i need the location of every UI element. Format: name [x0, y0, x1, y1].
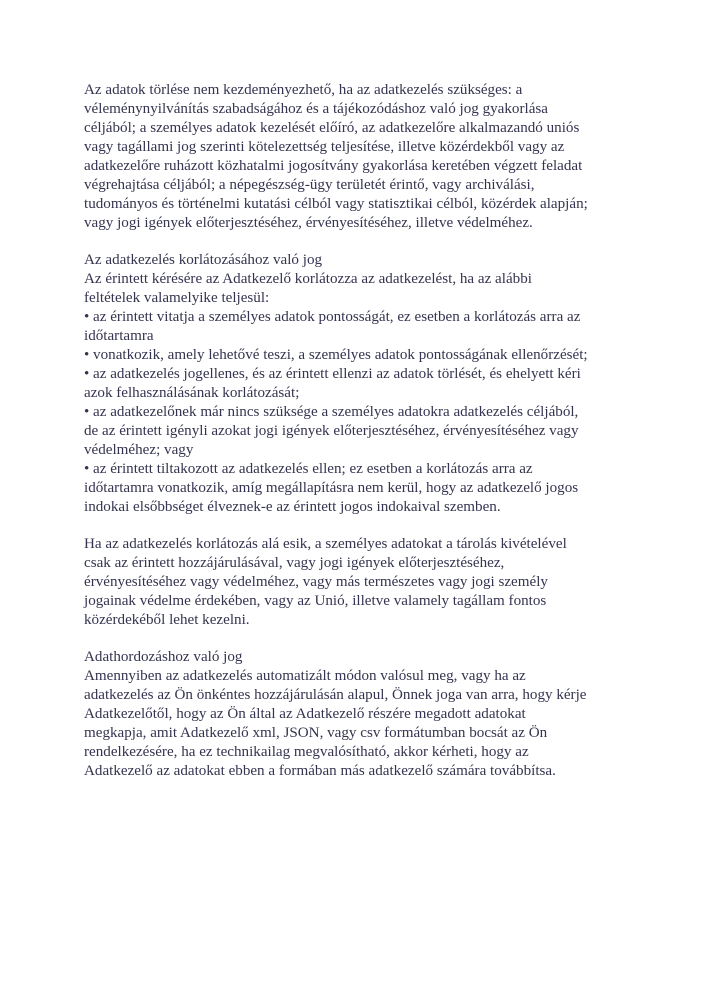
text-line: Az adatok törlése nem kezdeményezhető, ha az adatkezelés szükséges: a	[84, 82, 523, 98]
paragraph-restriction-right	[84, 251, 644, 517]
bullet-line: • az érintett vitatja a személyes adatok pontosságát, ez esetben a korlátozás arra az	[84, 309, 581, 325]
paragraph-data-portability	[84, 648, 644, 781]
text-line: csak az érintett hozzájárulásával, vagy jogi igények előterjesztéséhez,	[84, 555, 505, 571]
text-line: Ha az adatkezelés korlátozás alá esik, a személyes adatokat a tárolás kivételével	[84, 536, 567, 552]
text-line: közérdekéből lehet kezelni.	[84, 612, 250, 628]
paragraph-erasure-exceptions	[84, 81, 644, 233]
text-line: végrehajtása céljából; a népegészség-ügy területét érintő, vagy archiválási,	[84, 177, 535, 193]
text-line: időtartamra	[84, 328, 154, 344]
bullet-line: • vonatkozik, amely lehetővé teszi, a személyes adatok pontosságának ellenőrzését;	[84, 347, 588, 363]
text-line: vagy jogi igények előterjesztéséhez, érvényesítéséhez, illetve védelméhez.	[84, 215, 533, 231]
text-line: tudományos és történelmi kutatási célból vagy statisztikai célból, közérdek alapján;	[84, 196, 588, 212]
text-line: megkapja, amit Adatkezelő xml, JSON, vagy csv formátumban bocsát az Ön	[84, 725, 548, 741]
text-line: céljából; a személyes adatok kezelését előíró, az adatkezelőre alkalmazandó uniós	[84, 120, 580, 136]
bullet-line: • az adatkezelés jogellenes, és az érintett ellenzi az adatok törlését, és ehelyett kéri	[84, 366, 581, 382]
text-line: védelméhez; vagy	[84, 442, 194, 458]
paragraph-spacer	[84, 630, 644, 648]
paragraph-spacer	[84, 517, 644, 535]
text-line: de az érintett igényli azokat jogi igények előterjesztéséhez, érvényesítéséhez vagy	[84, 423, 579, 439]
text-line: Adatkezelő az adatokat ebben a formában más adatkezelő számára továbbítsa.	[84, 763, 556, 779]
text-line: Az érintett kérésére az Adatkezelő korlátozza az adatkezelést, ha az alábbi	[84, 271, 532, 287]
bullet-line: • az érintett tiltakozott az adatkezelés ellen; ez esetben a korlátozás arra az	[84, 461, 533, 477]
text-line: vagy tagállami jog szerinti kötelezettség teljesítése, illetve közérdekből vagy az	[84, 139, 565, 155]
text-line: feltételek valamelyike teljesül:	[84, 290, 270, 306]
text-line: véleménynyilvánítás szabadságához és a tájékozódáshoz való jog gyakorlása	[84, 101, 548, 117]
text-line: adatkezelés az Ön önkéntes hozzájárulásán alapul, Önnek joga van arra, hogy kérje	[84, 687, 587, 703]
text-line: időtartamra vonatkozik, amíg megállapításra nem kerül, hogy az adatkezelő jogos	[84, 480, 579, 496]
paragraph-spacer	[84, 233, 644, 251]
section-heading: Az adatkezelés korlátozásához való jog	[84, 252, 323, 268]
text-line: érvényesítéséhez vagy védelméhez, vagy más természetes vagy jogi személy	[84, 574, 548, 590]
text-line: azok felhasználásának korlátozását;	[84, 385, 300, 401]
text-line: adatkezelőre ruházott közhatalmi jogosítvány gyakorlása keretében végzett feladat	[84, 158, 583, 174]
paragraph-restricted-processing	[84, 535, 644, 630]
bullet-line: • az adatkezelőnek már nincs szüksége a személyes adatokra adatkezelés céljából,	[84, 404, 579, 420]
text-line: Amennyiben az adatkezelés automatizált módon valósul meg, vagy ha az	[84, 668, 526, 684]
document-page	[84, 81, 644, 781]
text-line: indokai elsőbbséget élveznek-e az érintett jogos indokaival szemben.	[84, 499, 501, 515]
text-line: rendelkezésére, ha ez technikailag megvalósítható, akkor kérheti, hogy az	[84, 744, 529, 760]
section-heading: Adathordozáshoz való jog	[84, 649, 243, 665]
text-line: Adatkezelőtől, hogy az Ön által az Adatkezelő részére megadott adatokat	[84, 706, 526, 722]
text-line: jogainak védelme érdekében, vagy az Unió, illetve valamely tagállam fontos	[84, 593, 547, 609]
